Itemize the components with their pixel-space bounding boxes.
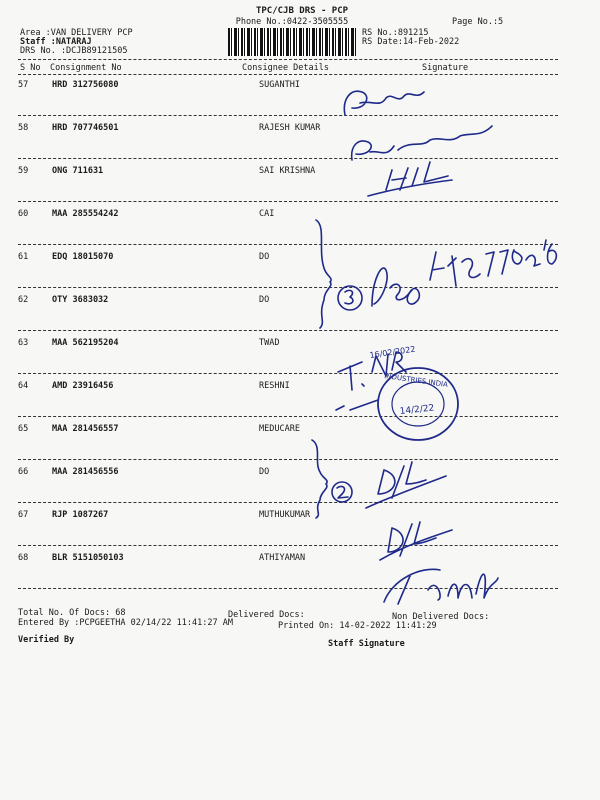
row-consignee-name: DO — [259, 295, 270, 305]
staff-signature-label: Staff Signature — [328, 639, 405, 649]
row-consignment-number: BLR 5151050103 — [52, 553, 124, 563]
rs-number: RS No.:891215 — [362, 28, 429, 38]
row-serial-number: 63 — [18, 338, 29, 348]
row-serial-number: 64 — [18, 381, 29, 391]
row-consignee-name: DO — [259, 467, 270, 477]
row-serial-number: 61 — [18, 252, 29, 262]
delivered-docs: Delivered Docs: — [228, 610, 305, 620]
row-consignment-number: RJP 1087267 — [52, 510, 109, 520]
row-consignment-number: OTY 3683032 — [52, 295, 109, 305]
col-consignee: Consignee Details — [242, 63, 329, 73]
total-docs: Total No. Of Docs: 68 — [18, 608, 126, 618]
row-consignee-name: ATHIYAMAN — [259, 553, 306, 563]
row-consignment-number: MAA 562195204 — [52, 338, 119, 348]
signature-59 — [368, 162, 452, 196]
signature-67 — [380, 522, 452, 560]
brace-65-66 — [312, 440, 327, 518]
row-consignment-number: HRD 707746501 — [52, 123, 119, 133]
row-consignee-name: DO — [259, 252, 270, 262]
row-consignment-number: ONG 711631 — [52, 166, 104, 176]
printed-on: Printed On: 14-02-2022 11:41:29 — [278, 621, 437, 631]
row-consignment-number: EDQ 18015070 — [52, 252, 114, 262]
signature-58 — [352, 126, 492, 160]
row-consignee-name: TWAD — [259, 338, 280, 348]
phone-number: Phone No.:0422-3505555 — [235, 17, 349, 27]
row-serial-number: 68 — [18, 553, 29, 563]
row-consignment-number: MAA 281456557 — [52, 424, 119, 434]
page-number: Page No.:5 — [452, 17, 504, 27]
row-consignee-name: MUTHUKUMAR — [259, 510, 311, 520]
row-consignee-name: MEDUCARE — [259, 424, 300, 434]
sheet-title: TPC/CJB DRS - PCP — [255, 6, 349, 16]
row-consignee-name: SUGANTHI — [259, 80, 300, 90]
row-consignee-name: CAI — [259, 209, 275, 219]
area-label: Area :VAN DELIVERY PCP — [20, 28, 133, 38]
signature-66 — [366, 462, 446, 508]
entered-by: Entered By :PCPGEETHA 02/14/22 11:41:27 AM — [18, 618, 233, 628]
verified-by: Verified By — [18, 635, 75, 645]
circled-count-2 — [332, 482, 352, 502]
phone-note — [430, 240, 556, 286]
row-consignment-number: HRD 312756080 — [52, 80, 119, 90]
row-consignment-number: MAA 285554242 — [52, 209, 119, 219]
row-consignee-name: RAJESH KUMAR — [259, 123, 321, 133]
rs-date: RS Date:14-Feb-2022 — [362, 37, 460, 47]
row-consignment-number: MAA 281456556 — [52, 467, 119, 477]
col-signature: Signature — [422, 63, 469, 73]
row-serial-number: 57 — [18, 80, 29, 90]
signature-57 — [344, 91, 424, 115]
row-serial-number: 65 — [18, 424, 29, 434]
signature-61 — [372, 268, 419, 306]
row-serial-number: 66 — [18, 467, 29, 477]
row-consignee-name: SAI KRISHNA — [259, 166, 316, 176]
row-consignee-name: RESHNI — [259, 381, 290, 391]
staff-label: Staff :NATARAJ — [20, 37, 92, 47]
row-serial-number: 59 — [18, 166, 29, 176]
row-serial-number: 60 — [18, 209, 29, 219]
row-consignment-number: AMD 23916456 — [52, 381, 114, 391]
col-consignment: Consignment No — [50, 63, 122, 73]
col-sno: S No — [20, 63, 41, 73]
brace-60-62 — [316, 220, 331, 328]
drs-number: DRS No. :DCJB89121505 — [20, 46, 128, 56]
row-serial-number: 58 — [18, 123, 29, 133]
stamp-date: 14/2/22 — [399, 403, 435, 417]
date-note: 16/02/2022 — [369, 344, 416, 360]
row-serial-number: 62 — [18, 295, 29, 305]
row-serial-number: 67 — [18, 510, 29, 520]
stamp-text: INDUSTRIES INDIA — [383, 372, 449, 389]
non-delivered-docs: Non Delivered Docs: — [392, 612, 490, 622]
signature-68 — [384, 569, 498, 604]
